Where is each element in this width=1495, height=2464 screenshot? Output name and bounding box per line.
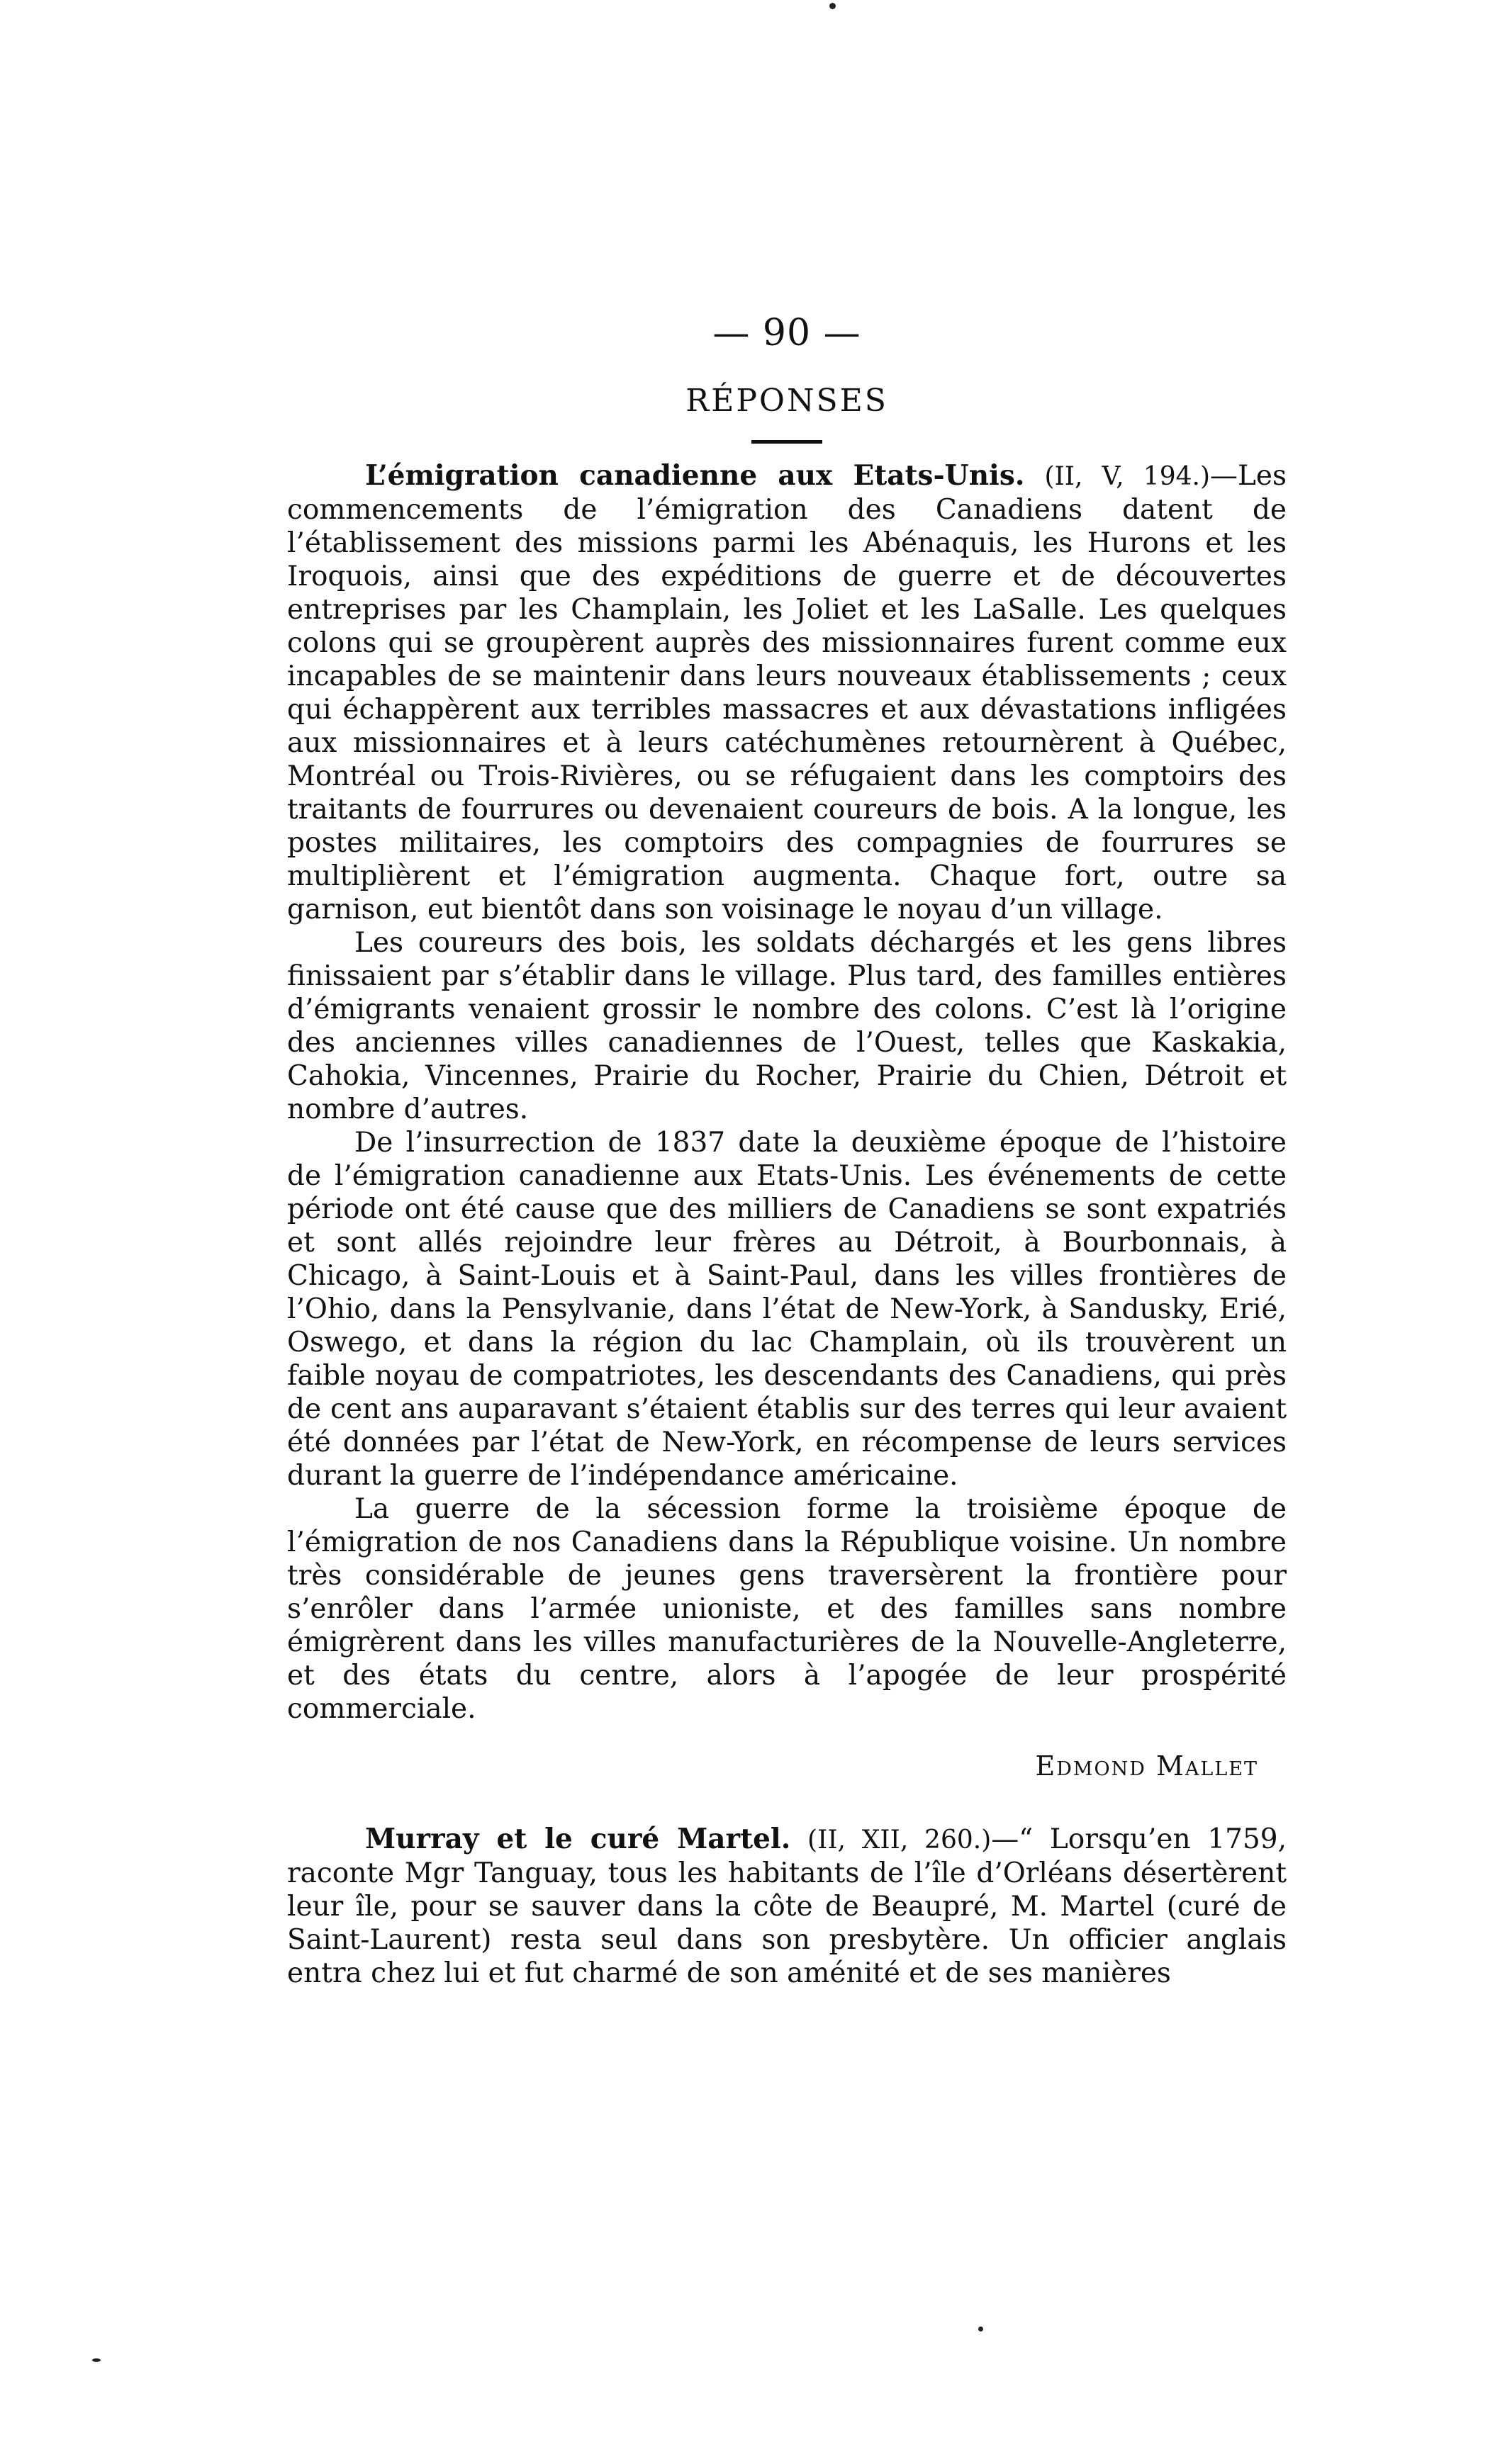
article-paragraph: Les coureurs des bois, les soldats déchargés et les gens libres finissaient par s’établir dans le village. Plus tard, des familles entières d’émigrants venaient grossir le nombre des colons. C’est là l’origine des anciennes villes canadiennes de l’Ouest, telles que Kaskakia, Cahokia, Vincennes, Prairie du Rocher, Prairie du Chien, Détroit et nombre d’autres. bbox=[287, 927, 1287, 1125]
article-murray bbox=[287, 1823, 1287, 1990]
article-heading: L’émigration canadienne aux Etats-Unis. bbox=[365, 459, 1025, 492]
article-reference: (II, V, 194.) bbox=[1044, 462, 1210, 491]
author-signature: Edmond Mallet bbox=[1035, 1750, 1258, 1782]
article-paragraph bbox=[287, 1823, 1287, 1990]
article-paragraph bbox=[287, 459, 1287, 926]
paragraph-text: —“ Lorsqu’en 1759, raconte Mgr Tanguay, tous les habitants de l’île d’Orléans désertèrent leur île, pour se sauver dans la côte de Beaupré, M. Martel (curé de Saint-Laurent) resta seul dans son presbytère. Un officier anglais entra chez lui et fut charmé de son aménité et de ses manières bbox=[287, 1823, 1287, 1989]
scan-speck bbox=[978, 2327, 983, 2331]
article-paragraph: De l’insurrection de 1837 date la deuxième époque de l’histoire de l’émigration canadienne aux Etats-Unis. Les événements de cette période ont été cause que des milliers de Canadiens se sont expatriés et sont allés rejoindre leur frères au Détroit, à Bourbonnais, à Chicago, à Saint-Louis et à Saint-Paul, dans les villes frontières de l’Ohio, dans la Pensylvanie, dans l’état de New-York, à Sandusky, Erié, Oswego, et dans la région du lac Champlain, où ils trouvèrent un faible noyau de compatriotes, les descendants des Canadiens, qui près de cent ans auparavant s’étaient établis sur des terres qui leur avaient été données par l’état de New-York, en récompense de leurs services durant la guerre de l’indépendance américaine. bbox=[287, 1127, 1287, 1492]
document-page bbox=[287, 312, 1287, 1990]
paragraph-text: —Les commencements de l’émigration des Canadiens datent de l’établissement des missions parmi les Abénaquis, les Hurons et les Iroquois, ainsi que des expéditions de guerre et de découvertes entreprises par les Champlain, les Joliet et les LaSalle. Les quelques colons qui se groupèrent auprès des missionnaires furent comme eux incapables de se maintenir dans leurs nouveaux établissements ; ceux qui échappèrent aux terribles massacres et aux dévastations infligées aux missionnaires et à leurs catéchumènes retournèrent à Québec, Montréal ou Trois-Rivières, ou se réfugaient dans les comptoirs des traitants de fourrures ou devenaient coureurs de bois. A la longue, les postes militaires, les comptoirs des compagnies de fourrures se multiplièrent et l’émigration augmenta. Chaque fort, outre sa garnison, eut bientôt dans son voisinage le noyau d’un village. bbox=[287, 460, 1287, 926]
page-number: — 90 — bbox=[712, 312, 861, 354]
article-heading: Murray et le curé Martel. bbox=[365, 1823, 791, 1855]
scan-speck bbox=[829, 3, 836, 9]
article-paragraph: La guerre de la sécession forme la troisième époque de l’émigration de nos Canadiens dans la République voisine. Un nombre très considérable de jeunes gens traversèrent la frontière pour s’enrôler dans l’armée unioniste, et des familles sans nombre émigrèrent dans les villes manufacturières de la Nouvelle-Angleterre, et des états du centre, alors à l’apogée de leur prospérité commerciale. bbox=[287, 1493, 1287, 1725]
article-emigration bbox=[287, 459, 1287, 1783]
scan-speck bbox=[92, 2358, 101, 2362]
article-reference: (II, XII, 260.) bbox=[807, 1826, 992, 1855]
title-rule bbox=[751, 440, 822, 444]
section-title: RÉPONSES bbox=[685, 383, 888, 419]
